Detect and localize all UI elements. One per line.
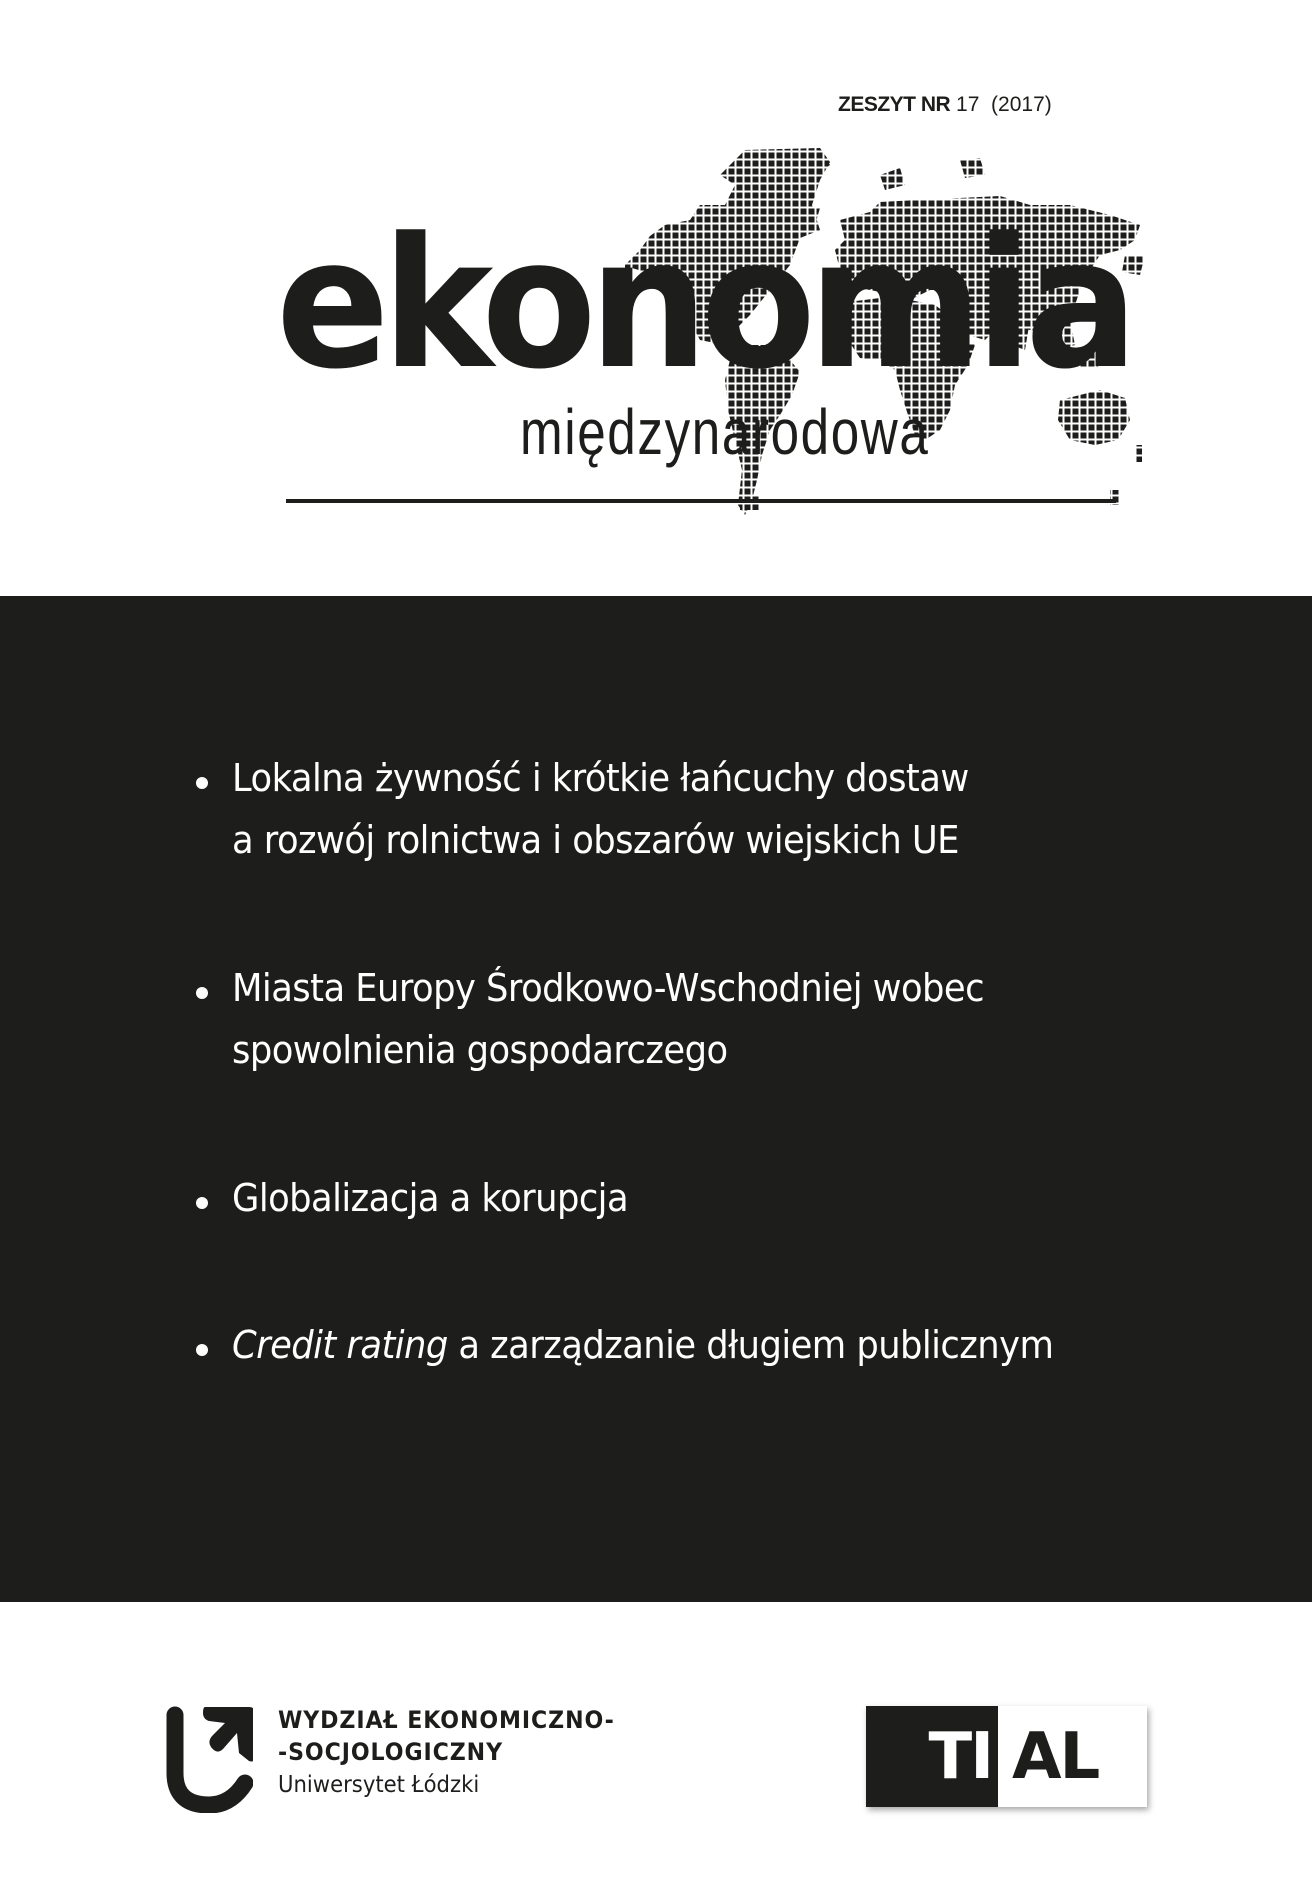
topic-italic-term: Credit rating	[232, 1323, 448, 1367]
topic-line: a rozwój rolnictwa i obszarów wiejskich UE	[232, 818, 959, 862]
university-name: Uniwersytet Łódzki	[278, 1772, 480, 1798]
publisher-logo-right-text: AL	[1012, 1719, 1099, 1794]
topic-line: Globalizacja a korupcja	[232, 1176, 629, 1220]
topics-list	[0, 596, 1312, 1602]
masthead-rule	[286, 499, 1116, 503]
issue-number	[838, 92, 1052, 118]
topic-line-rest: a zarządzanie długiem publicznym	[447, 1323, 1054, 1367]
publisher-logo-dark-part	[866, 1706, 998, 1807]
topic-line: Miasta Europy Środkowo-Wschodniej wobec	[232, 966, 984, 1010]
faculty-line-1: WYDZIAŁ EKONOMICZNO-	[278, 1706, 615, 1734]
issue-year: (2017)	[991, 93, 1052, 116]
bullet-icon	[196, 987, 208, 999]
faculty-name	[278, 1704, 644, 1800]
publisher-logo-left-text: TI	[928, 1719, 992, 1794]
publisher-logo	[866, 1706, 1147, 1807]
topic-line: Lokalna żywność i krótkie łańcuchy dostaw	[232, 756, 969, 800]
bullet-icon	[196, 777, 208, 789]
issue-number-value: 17	[956, 93, 980, 116]
bullet-icon	[196, 1344, 208, 1356]
bullet-icon	[196, 1197, 208, 1209]
publisher-logo-light-part	[998, 1706, 1147, 1807]
journal-title: ekonomia	[276, 200, 1131, 409]
journal-subtitle: międzynarodowa	[520, 396, 930, 468]
university-of-lodz-logo-icon	[165, 1703, 253, 1813]
topic-line: spowolnienia gospodarczego	[232, 1028, 728, 1072]
topics-band	[0, 596, 1312, 1602]
faculty-line-2: -SOCJOLOGICZNY	[278, 1738, 503, 1766]
issue-label: ZESZYT NR	[838, 93, 951, 116]
topic-line	[232, 1323, 1053, 1367]
